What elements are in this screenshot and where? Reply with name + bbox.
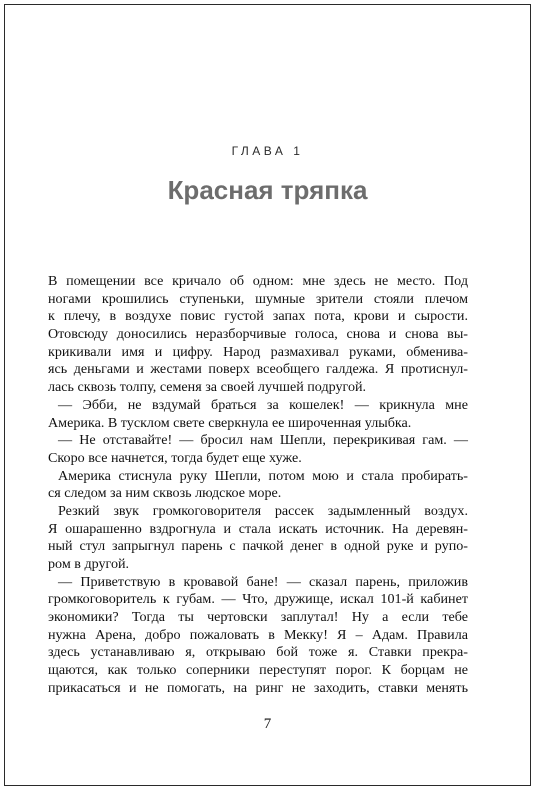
text-line: к плечу, в воздухе повис густой запах пота, крови и сырости. [48,308,468,325]
chapter-title: Красная тряпка [167,175,368,205]
text-line: крикивали имя и цифру. Народ размахивал руками, обменива- [48,343,468,360]
text-line: Отовсюду доносились неразборчивые голоса, снова и снова вы- [48,326,468,343]
page-number: 7 [263,716,272,732]
text-line: здесь устанавливаю я, открываю бой тоже я. Ставки прекра- [48,644,468,661]
book-page [4,4,531,786]
text-line: ся следом за ним сквозь людское море. [48,485,282,502]
body-text [48,273,468,698]
chapter-label: ГЛАВА 1 [231,144,304,158]
text-line: — Приветствую в кровавой бане! — сказал парень, приложив [58,573,468,590]
text-line: экономики? Тогда ты чертовски заплутал! Ну а если тебе [48,609,468,626]
text-line: нужна Арена, добро пожаловать в Мекку! Я – Адам. Правила [48,626,468,643]
text-line: Я ошарашенно вздрогнула и стала искать источник. На деревян- [48,520,468,537]
text-line: ный стул запрыгнул парень с пачкой денег в одной руке и рупо- [48,538,468,555]
text-line: щаются, как только соперники переступят порог. К борцам не [48,662,468,679]
text-line: ясь деньгами и жестами поверх всеобщего галдежа. Я протиснул- [48,361,468,378]
text-line: ногами крошились ступеньки, шумные зрители стояли плечом [48,290,468,307]
text-line: Америка стиснула руку Шепли, потом мою и стала пробирать- [58,467,468,484]
text-line: прикасаться и не помогать, на ринг не заходить, ставки менять [48,679,468,696]
text-line: В помещении все кричало об одном: мне здесь не место. Под [48,273,468,289]
text-line: Скоро все начнется, тогда будет еще хуже. [48,449,302,466]
text-line: — Не отставайте! — бросил нам Шепли, перекрикивая гам. — [58,432,468,449]
text-line: лась сквозь толпу, семеня за своей лучшей подругой. [48,379,367,396]
text-line: ром в другой. [48,556,130,572]
text-line: Америка. В тусклом свете сверкнула ее широченная улыбка. [48,414,412,431]
text-line: громкоговоритель к губам. — Что, дружище, искал 101-й кабинет [48,591,468,608]
text-line: — Эбби, не вздумай браться за кошелек! — крикнула мне [58,396,468,413]
text-line: Резкий звук громкоговорителя рассек задымленный воздух. [58,502,468,519]
